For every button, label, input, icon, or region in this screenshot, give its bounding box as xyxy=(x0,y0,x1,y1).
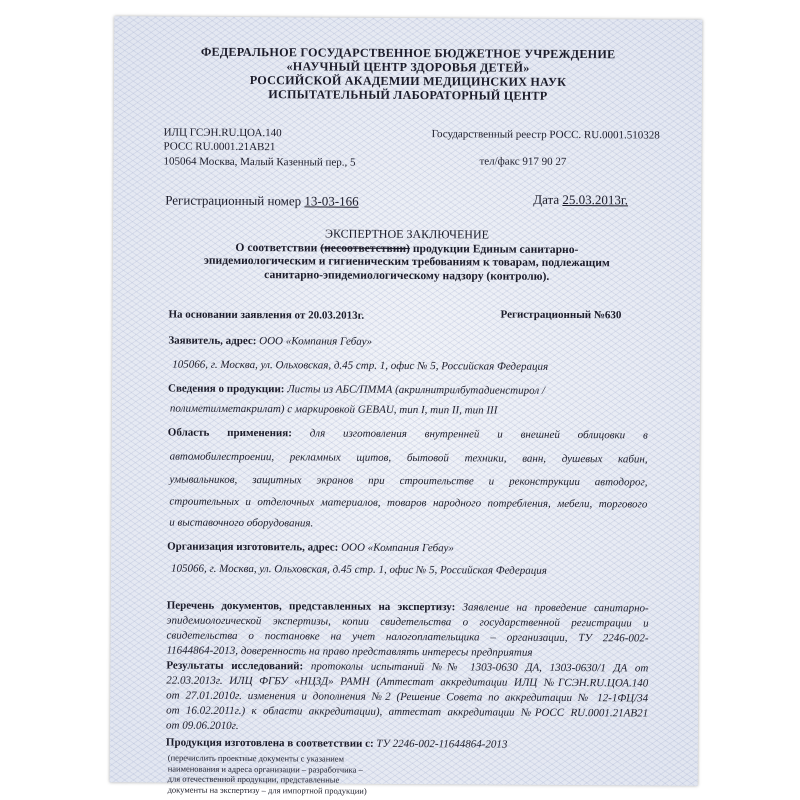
documents-line: 11644864-2013, доверенность на право представлять интересы предприятия xyxy=(166,644,533,659)
document-title xyxy=(113,226,701,284)
product-text: полиметилметакрилат) с маркировкой GEBAU, тип I, тип II, тип III xyxy=(169,402,498,417)
title-line: эпидемиологическим и гигиеническим требованиям к товарам, подлежащим xyxy=(203,253,610,270)
documents-label: Перечень документов, представленных на экспертизу: xyxy=(166,599,456,614)
lab-address: 105064 Москва, Малый Казенный пер., 5 xyxy=(163,155,356,169)
header-line: ИСПЫТАТЕЛЬНЫЙ ЛАБОРАТОРНЫЙ ЦЕНТР xyxy=(268,87,548,103)
results-line: от 27.01.2010г. изменения и дополнения №2 (Решение Совета по аккредитации № 12-1ФЦ/34 xyxy=(166,689,649,705)
results-label: Результаты исследований: xyxy=(166,659,304,673)
manufacturer xyxy=(167,541,454,555)
registration-date-value: 25.03.2013г. xyxy=(562,191,629,208)
registration-number-label: Регистрационный номер xyxy=(165,192,302,209)
results-line: Результаты исследований: протоколы испытаний №№ 1303-0630 ДА, 1303-0630/1 ДА от xyxy=(166,659,649,675)
applicant-label: Заявитель, адрес: xyxy=(168,334,257,348)
product-text: Листы из АБС/ПММА (акрилнитрилбутадиенстирол / xyxy=(287,383,545,397)
registration-date xyxy=(533,192,628,209)
applicant xyxy=(168,335,372,348)
scope-line: и выставочного оборудования. xyxy=(169,516,314,530)
title-line: санитарно-эпидемиологическому надзору (контролю). xyxy=(264,267,550,283)
ilc-number: ИЛЦ ГСЭН.RU.ЦОА.140 xyxy=(163,126,282,140)
product-label: Сведения о продукции: xyxy=(168,382,285,396)
scope-line: строительных и отделочных материалов, товаров народного потребления, мебели, торгового xyxy=(169,495,648,511)
note-line: для отечественной продукции, представленные xyxy=(167,773,340,785)
header-line: «НАУЧНЫЙ ЦЕНТР ЗДОРОВЬЯ ДЕТЕЙ» xyxy=(286,59,530,75)
note-line: документы на экспертизу – для импортной продукции) xyxy=(167,784,367,796)
applicant-address: 105066, г. Москва, ул. Ольховская, д.45 стр. 1, офис № 5, Российская Федерация xyxy=(172,358,549,373)
product-info xyxy=(168,383,545,397)
scope-line: Область применения: для изготовления внутренней и внешней облицовки в xyxy=(167,426,648,442)
produced-label: Продукция изготовлена в соответствии с: xyxy=(165,736,374,750)
document-header xyxy=(114,44,702,104)
manufacturer-address: 105066, г. Москва, ул. Ольховская, д.45 стр. 1, офис № 5, Российская Федерация xyxy=(170,562,547,577)
phone-fax: тел/факс 917 90 27 xyxy=(479,155,567,168)
registration-number xyxy=(165,193,359,210)
registration-number-value: 13-03-166 xyxy=(304,193,359,209)
produced-according xyxy=(166,737,508,751)
ross-number: РОСС RU.0001.21АВ21 xyxy=(163,140,276,154)
header-line: ФЕДЕРАЛЬНОЕ ГОСУДАРСТВЕННОЕ БЮДЖЕТНОЕ УЧРЕЖДЕНИЕ xyxy=(200,44,616,62)
produced-value: ТУ 2246-002-11644864-2013 xyxy=(376,737,508,751)
application-reg-number: Регистрационный №630 xyxy=(500,308,622,322)
state-registry: Государственный реестр РОСС. RU.0001.510328 xyxy=(431,128,660,142)
note-line: (перечислить проектные документы с указанием xyxy=(167,752,345,764)
application-basis: На основании заявления от 20.03.2013г. xyxy=(168,308,365,322)
certificate-document xyxy=(110,16,703,796)
scope-line: автомобилестроении, рекламных щитов, бытовой техники, ванн, душевых кабин, xyxy=(169,450,648,466)
note-line: наименования и адреса организации – разработчика – xyxy=(167,763,363,775)
documents-line: свидетельства о постановке на учет налогоплательщика – организации, ТУ 2246-002- xyxy=(166,629,649,645)
manufacturer-name: ООО «Компания Гебау» xyxy=(341,541,454,555)
scope-line: умывальников, защитных экранов при строительстве и реконструкции автодорог, xyxy=(169,473,648,489)
produced-notes xyxy=(168,753,367,796)
documents-line: эпидемиологической экспертизы, копии свидетельства о государственной регистрации и xyxy=(166,614,649,630)
documents-line: Перечень документов, представленных на экспертизу: Заявление на проведение санитарно- xyxy=(166,599,649,615)
manufacturer-label: Организация изготовитель, адрес: xyxy=(167,540,339,554)
title-heading: ЭКСПЕРТНОЕ ЗАКЛЮЧЕНИЕ xyxy=(325,226,490,242)
struck-text: (несоответствии) xyxy=(320,240,410,255)
title-line: О соответствии (несоответствии) продукции Единым санитарно- xyxy=(235,240,579,256)
scope-label: Область применения: xyxy=(167,426,292,440)
results-line: от 16.02.2011г.) к области аккредитации), аттестат аккредитации №РОСС RU.0001.21АВ21 xyxy=(166,704,649,720)
applicant-name: ООО «Компания Гебау» xyxy=(259,335,373,348)
registration-date-label: Дата xyxy=(533,191,560,207)
header-line: РОССИЙСКОЙ АКАДЕМИИ МЕДИЦИНСКИХ НАУК xyxy=(249,73,567,89)
results-line: 22.03.2013г. ИЛЦ ФГБУ «НЦЗД» РАМН (Аттестат аккредитации ИЛЦ №ГСЭН.RU.ЦОА.140 xyxy=(166,674,649,690)
results-line: от 09.06.2010г. xyxy=(165,719,239,732)
